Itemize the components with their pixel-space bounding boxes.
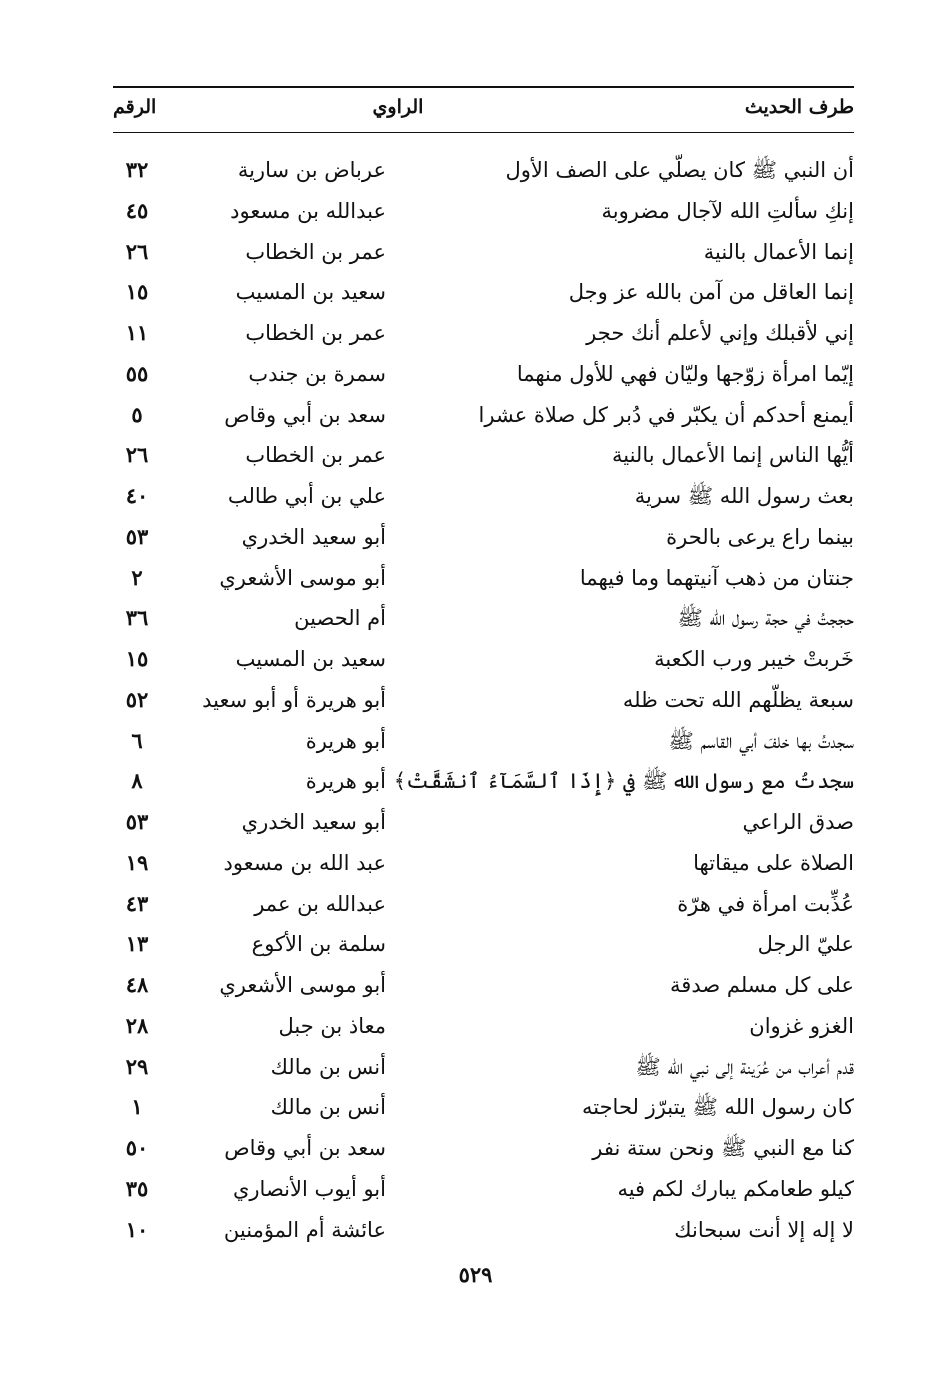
narrator-name: سعيد بن المسيب: [235, 647, 386, 671]
hadith-text: صدق الراعي: [742, 810, 854, 834]
hadith-number: ٢٦: [125, 442, 149, 468]
hadith-text: إني لأقبلك وإني لأعلم أنك حجر: [586, 321, 854, 345]
table-row: [113, 395, 854, 436]
narrator-name: عمر بن الخطاب: [245, 321, 386, 345]
table-row: [113, 843, 854, 884]
narrator-name: سعيد بن المسيب: [235, 280, 386, 305]
hadith-number: ٢: [131, 564, 143, 590]
hadith-number: ١١: [125, 320, 149, 345]
table-row: [113, 1169, 854, 1210]
narrator-name: أبو هريرة: [305, 769, 386, 794]
hadith-text: بعث رسول الله ﷺ سرية: [634, 484, 854, 508]
table-row: [113, 1087, 854, 1128]
narrator-name: عبدالله بن عمر: [254, 891, 386, 916]
hadith-number: ٥٣: [125, 809, 149, 834]
narrator-name: سلمة بن الأكوع: [251, 932, 386, 957]
narrator-name: أبو أيوب الأنصاري: [232, 1176, 386, 1201]
narrator-name: عمر بن الخطاب: [245, 239, 386, 264]
table-row: [113, 435, 854, 476]
hadith-text: خَربتْ خيبر ورب الكعبة: [654, 647, 854, 671]
hadith-text: على كل مسلم صدقة: [670, 973, 854, 997]
hadith-number: ٢٦: [125, 238, 149, 264]
hadith-text: سجدتُ مع رسول الله ﷺ في ﴿إِذَا ٱلسَّمَآءُ ٱنشَقَّتْ﴾: [393, 769, 854, 794]
narrator-name: عائشة أم المؤمنين: [223, 1217, 386, 1242]
narrator-name: أنس بن مالك: [270, 1054, 386, 1079]
hadith-text: إنما العاقل من آمن بالله عز وجل: [568, 280, 854, 305]
narrator-name: معاذ بن جبل: [278, 1013, 386, 1038]
narrator-name: أبو سعيد الخدري: [241, 810, 386, 834]
hadith-number: ٤٠: [125, 483, 149, 508]
hadith-number: ١٩: [125, 849, 149, 875]
narrator-name: أبو موسى الأشعري: [219, 973, 386, 997]
table-row: [113, 802, 854, 843]
hadith-number: ١٥: [125, 646, 149, 671]
table-row: [113, 761, 854, 802]
table-row: [113, 191, 854, 232]
table-header: [113, 90, 854, 128]
hadith-text: أن النبي ﷺ كان يصلّي على الصف الأول: [505, 158, 854, 182]
hadith-number: ٤٥: [125, 197, 149, 223]
hadith-text: أيُّها الناس إنما الأعمال بالنية: [612, 443, 854, 468]
hadith-text: إنكِ سألتِ الله لآجال مضروبة: [601, 198, 854, 223]
hadith-text: أيمنع أحدكم أن يكبّر في دُبر كل صلاة عشرا: [478, 402, 854, 427]
narrator-name: علي بن أبي طالب: [227, 484, 386, 508]
top-rule: [113, 86, 854, 88]
hadith-number: ٥: [131, 401, 143, 427]
hadith-text: إيّما امرأة زوّجها وليّان فهي للأول منهما: [516, 361, 854, 386]
hadith-number: ٢٩: [125, 1053, 149, 1079]
table-row: [113, 1210, 854, 1251]
header-narrator: الراوي: [372, 96, 424, 118]
narrator-name: عبد الله بن مسعود: [223, 850, 386, 875]
table-row: [113, 924, 854, 965]
hadith-text: جنتان من ذهب آنيتهما وما فيهما: [579, 565, 854, 590]
narrator-name: أبو سعيد الخدري: [241, 524, 386, 549]
hadith-number: ٥٠: [125, 1135, 149, 1160]
table-row: [113, 639, 854, 680]
hadith-text: عليّ الرجل: [757, 932, 854, 957]
narrator-name: سمرة بن جندب: [248, 361, 386, 386]
hadith-number: ٥٥: [125, 360, 149, 386]
header-number: الرقم: [113, 96, 157, 118]
table-row: [113, 150, 854, 191]
hadith-number: ٦: [131, 727, 143, 753]
hadith-text: قدم أعراب من عُرَينة إلى نبي الله ﷺ: [635, 1054, 854, 1079]
hadith-number: ١: [131, 1094, 143, 1120]
table-row: [113, 517, 854, 558]
narrator-name: أبو موسى الأشعري: [219, 565, 386, 590]
hadith-number: ٨: [131, 768, 143, 794]
hadith-number: ١٣: [125, 931, 149, 957]
table-row: [113, 558, 854, 599]
table-row: [113, 1047, 854, 1088]
hadith-text: سبعة يظلّهم الله تحت ظله: [622, 687, 854, 712]
page-number: ٥٢٩: [458, 1262, 493, 1287]
hadith-number: ٤٨: [125, 972, 149, 997]
hadith-text: كان رسول الله ﷺ يتبرّز لحاجته: [581, 1095, 854, 1120]
table-row: [113, 598, 854, 639]
narrator-name: أنس بن مالك: [270, 1095, 386, 1120]
hadith-text: الصلاة على ميقاتها: [693, 850, 854, 875]
hadith-text: إنما الأعمال بالنية: [703, 239, 854, 264]
table-row: [113, 680, 854, 721]
narrator-name: عمر بن الخطاب: [245, 443, 386, 468]
narrator-name: أبو هريرة أو أبو سعيد: [202, 687, 386, 712]
hadith-text: حججتُ في حجة رسول الله ﷺ: [677, 606, 854, 631]
table-row: [113, 232, 854, 273]
table-row: [113, 354, 854, 395]
table-row: [113, 313, 854, 354]
table-row: [113, 884, 854, 925]
narrator-name: سعد بن أبي وقاص: [224, 1136, 386, 1160]
table-row: [113, 1006, 854, 1047]
hadith-text: بينما راع يرعى بالحرة: [666, 524, 854, 549]
hadith-number: ٣٦: [125, 605, 149, 631]
narrator-name: سعد بن أبي وقاص: [224, 402, 386, 427]
table-row: [113, 1128, 854, 1169]
hadith-number: ٣٢: [125, 157, 149, 182]
narrator-name: أبو هريرة: [305, 728, 386, 753]
hadith-index-table: [113, 150, 854, 1250]
narrator-name: أم الحصين: [294, 606, 386, 631]
hadith-number: ١٠: [125, 1216, 149, 1242]
hadith-text: الغزو غزوان: [749, 1013, 854, 1038]
hadith-text: كيلو طعامكم يبارك لكم فيه: [617, 1176, 854, 1201]
hadith-text: سجدتُ بها خلفَ أبي القاسم ﷺ: [668, 728, 854, 753]
hadith-number: ٥٢: [125, 686, 149, 712]
table-row: [113, 965, 854, 1006]
table-row: [113, 476, 854, 517]
header-hadith: طرف الحديث: [744, 96, 854, 118]
hadith-number: ١٥: [125, 279, 149, 305]
hadith-text: كنا مع النبي ﷺ ونحن ستة نفر: [592, 1136, 854, 1160]
hadith-number: ٥٣: [125, 523, 149, 549]
hadith-text: عُذِّبت امرأة في هرّة: [677, 891, 854, 916]
table-row: [113, 272, 854, 313]
table-row: [113, 721, 854, 762]
header-rule: [113, 132, 854, 133]
hadith-text: لا إله إلا أنت سبحانك: [674, 1217, 854, 1242]
hadith-number: ٤٣: [125, 890, 149, 916]
narrator-name: عرباض بن سارية: [237, 158, 386, 182]
narrator-name: عبدالله بن مسعود: [230, 198, 386, 223]
hadith-number: ٢٨: [125, 1012, 149, 1038]
hadith-number: ٣٥: [125, 1175, 149, 1201]
